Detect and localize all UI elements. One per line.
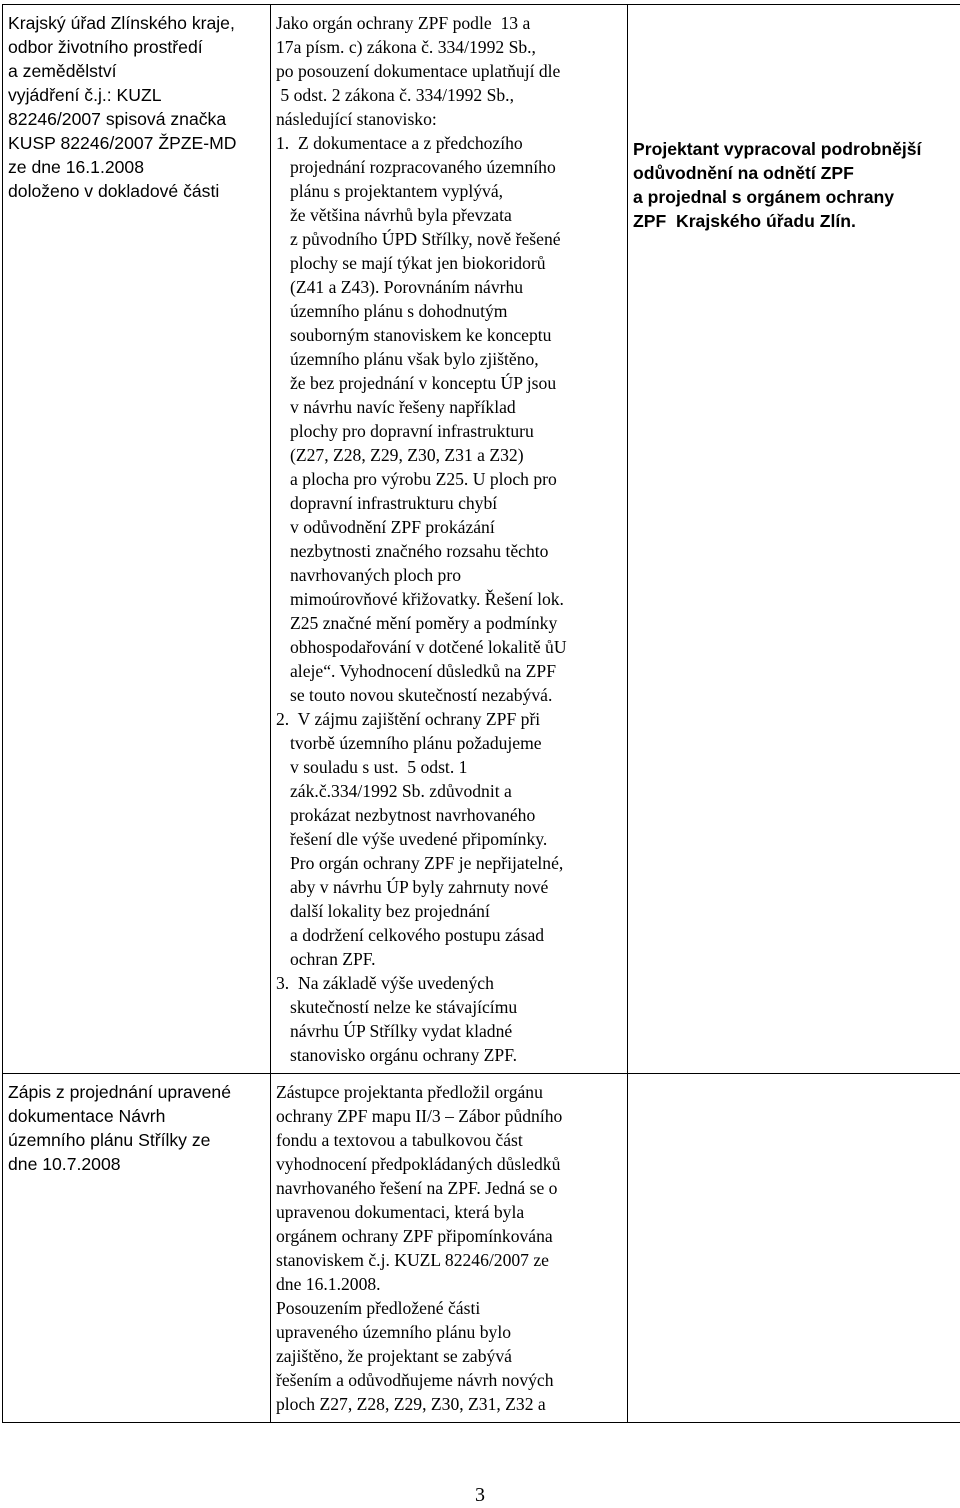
text-line: stanovisko orgánu ochrany ZPF.: [290, 1045, 517, 1065]
text-line: stanoviskem č.j. KUZL 82246/2007 ze: [276, 1250, 549, 1270]
text-line: dne 16.1.2008.: [276, 1274, 381, 1294]
text-line: odůvodnění na odnětí ZPF: [633, 163, 854, 183]
text-line: 17a písm. c) zákona č. 334/1992 Sb.,: [276, 37, 536, 57]
text-line: a zemědělství: [8, 61, 117, 81]
text-line: Zápis z projednání upravené: [8, 1082, 231, 1102]
text-line: upravenou dokumentaci, která byla: [276, 1202, 525, 1222]
text-line: Z25 značné mění poměry a podmínky: [290, 613, 558, 633]
text-line: že většina návrhů byla převzata: [290, 205, 512, 225]
text-line: v odůvodnění ZPF prokázání: [290, 517, 495, 537]
text-line: z původního ÚPD Střílky, nově řešené: [290, 229, 561, 249]
text-line: dokumentace Návrh: [8, 1106, 166, 1126]
row1-right-cell: [628, 5, 960, 1074]
row2-right-cell: [628, 1074, 960, 1423]
text-line: Zástupce projektanta předložil orgánu: [276, 1082, 543, 1102]
text-line: Pro orgán ochrany ZPF je nepřijatelné,: [290, 853, 564, 873]
text-line: se touto novou skutečností nezabývá.: [290, 685, 553, 705]
text-line: doloženo v dokladové části: [8, 181, 220, 201]
document-table: [2, 4, 960, 1423]
text-line: územního plánu Střílky ze: [8, 1130, 211, 1150]
text-line: řešení dle výše uvedené připomínky.: [290, 829, 548, 849]
text-line: aleje“. Vyhodnocení důsledků na ZPF: [290, 661, 556, 681]
text-line: mimoúrovňové křižovatky. Řešení lok.: [290, 589, 564, 609]
text-line: projednání rozpracovaného územního: [290, 157, 556, 177]
text-line: a dodržení celkového postupu zásad: [290, 925, 545, 945]
text-line: navrhovaných ploch pro: [290, 565, 461, 585]
row1-left-cell: [3, 5, 271, 1074]
row1-intro-text: [276, 11, 621, 131]
text-line: plochy pro dopravní infrastrukturu: [290, 421, 534, 441]
text-line: ochrany ZPF mapu II/3 – Zábor půdního: [276, 1106, 563, 1126]
table-row: [3, 5, 960, 1074]
text-line: fondu a textovou a tabulkovou část: [276, 1130, 523, 1150]
text-line: následující stanovisko:: [276, 109, 437, 129]
row1-point-2: [276, 707, 621, 971]
row2-left-text: [8, 1080, 264, 1176]
text-line: územního plánu však bylo zjištěno,: [290, 349, 539, 369]
row1-middle-cell: [271, 5, 628, 1074]
text-line: prokázat nezbytnost navrhovaného: [290, 805, 536, 825]
text-line: že bez projednání v konceptu ÚP jsou: [290, 373, 557, 393]
row2-middle-cell: [271, 1074, 628, 1423]
row1-point-1: [276, 131, 621, 707]
text-line: tvorbě územního plánu požadujeme: [290, 733, 542, 753]
text-line: orgánem ochrany ZPF připomínkována: [276, 1226, 553, 1246]
text-line: navrhovaného řešení na ZPF. Jedná se o: [276, 1178, 558, 1198]
text-line: zák.č.334/1992 Sb. zdůvodnit a: [290, 781, 512, 801]
text-line: obhospodařování v dotčené lokalitě ůU: [290, 637, 567, 657]
text-line: ZPF Krajského úřadu Zlín.: [633, 211, 856, 231]
text-line: aby v návrhu ÚP byly zahrnuty nové: [290, 877, 549, 897]
text-line: územního plánu s dohodnutým: [290, 301, 508, 321]
text-line: (Z27, Z28, Z29, Z30, Z31 a Z32): [290, 445, 524, 465]
text-line: Posouzením předložené části: [276, 1298, 481, 1318]
text-line: 5 odst. 2 zákona č. 334/1992 Sb.,: [276, 85, 514, 105]
text-line: zajištěno, že projektant se zabývá: [276, 1346, 512, 1366]
text-line: Krajský úřad Zlínského kraje,: [8, 13, 235, 33]
text-line: plánu s projektantem vyplývá,: [290, 181, 504, 201]
row1-point-3: [276, 971, 621, 1067]
row1-right-text: [633, 137, 960, 233]
text-line: vyjádření č.j.: KUZL: [8, 85, 162, 105]
text-line: a projednal s orgánem ochrany: [633, 187, 895, 207]
text-line: 1. Z dokumentace a z předchozího: [276, 133, 523, 153]
text-line: odbor životního prostředí: [8, 37, 203, 57]
text-line: řešením a odůvodňujeme návrh nových: [276, 1370, 554, 1390]
text-line: Jako orgán ochrany ZPF podle 13 a: [276, 13, 535, 33]
text-line: vyhodnocení předpokládaných důsledků: [276, 1154, 561, 1174]
text-line: 82246/2007 spisová značka: [8, 109, 227, 129]
text-line: skutečností nelze ke stávajícímu: [290, 997, 518, 1017]
text-line: návrhu ÚP Střílky vydat kladné: [290, 1021, 513, 1041]
text-line: v návrhu navíc řešeny například: [290, 397, 516, 417]
row2-left-cell: [3, 1074, 271, 1423]
text-line: a plocha pro výrobu Z25. U ploch pro: [290, 469, 557, 489]
page-number: 3: [475, 1484, 485, 1506]
text-line: po posouzení dokumentace uplatňují dle: [276, 61, 561, 81]
table-row: [3, 1074, 960, 1423]
text-line: souborným stanoviskem ke konceptu: [290, 325, 552, 345]
text-line: další lokality bez projednání: [290, 901, 490, 921]
text-line: upraveného územního plánu bylo: [276, 1322, 512, 1342]
text-line: KUSP 82246/2007 ŽPZE-MD: [8, 133, 237, 153]
text-line: dopravní infrastrukturu chybí: [290, 493, 498, 513]
text-line: v souladu s ust. 5 odst. 1: [290, 757, 468, 777]
text-line: 3. Na základě výše uvedených: [276, 973, 494, 993]
text-line: Projektant vypracoval podrobnější: [633, 139, 922, 159]
text-line: ploch Z27, Z28, Z29, Z30, Z31, Z32 a: [276, 1394, 546, 1414]
text-line: plochy se mají týkat jen biokoridorů: [290, 253, 546, 273]
text-line: (Z41 a Z43). Porovnáním návrhu: [290, 277, 524, 297]
row1-left-text: [8, 11, 264, 203]
text-line: ze dne 16.1.2008: [8, 157, 144, 177]
row2-middle-text: [276, 1080, 621, 1416]
text-line: 2. V zájmu zajištění ochrany ZPF při: [276, 709, 541, 729]
text-line: nezbytnosti značného rozsahu těchto: [290, 541, 549, 561]
text-line: dne 10.7.2008: [8, 1154, 121, 1174]
text-line: ochran ZPF.: [290, 949, 376, 969]
